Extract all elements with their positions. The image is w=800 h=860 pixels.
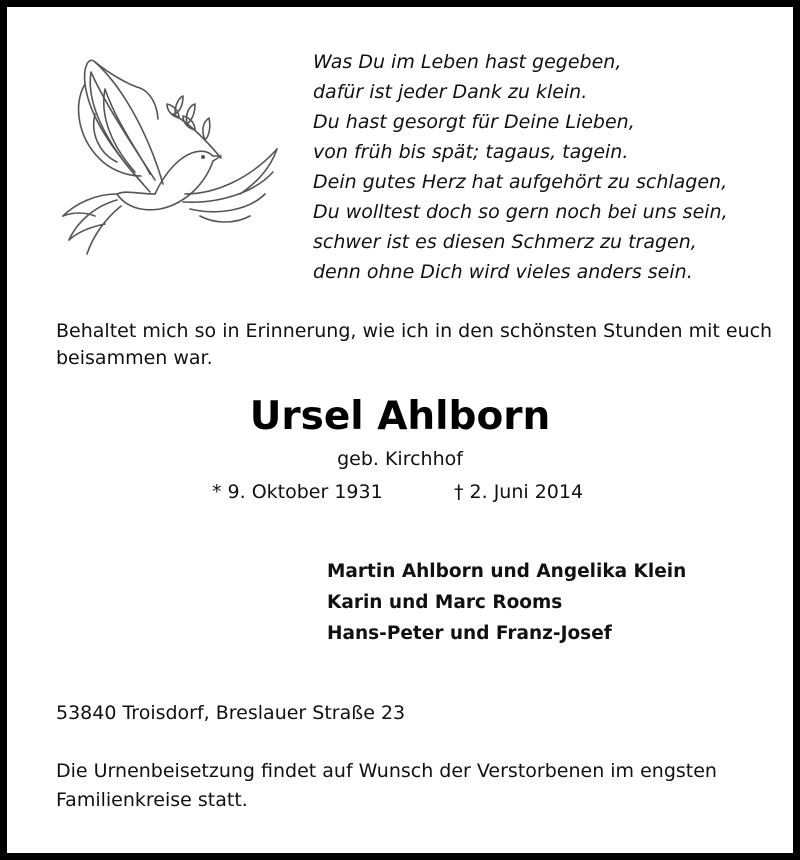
- poem-line: Dein gutes Herz hat aufgehört zu schlagen,: [313, 171, 728, 193]
- mourner-entry: Hans-Peter und Franz-Josef: [327, 623, 612, 644]
- poem-line: Du hast gesorgt für Deine Lieben,: [313, 111, 635, 133]
- mourners-list: [327, 556, 767, 649]
- deceased-name: Ursel Ahlborn: [249, 394, 551, 439]
- poem-line: denn ohne Dich wird vieles anders sein.: [313, 261, 693, 283]
- burial-notice: Die Urnenbeisetzung findet auf Wunsch der Verstorbenen im engsten Familienkreise statt.: [56, 760, 717, 811]
- poem-line: schwer ist es diesen Schmerz zu tragen,: [313, 231, 697, 253]
- poem-line: Du wolltest doch so gern noch bei uns sein,: [313, 201, 728, 223]
- poem-line: dafür ist jeder Dank zu klein.: [313, 81, 588, 103]
- poem: [313, 47, 783, 287]
- poem-line: von früh bis spät; tagaus, tagein.: [313, 141, 629, 163]
- address: 53840 Troisdorf, Breslauer Straße 23: [56, 702, 406, 724]
- mourner-entry: Karin und Marc Rooms: [327, 592, 563, 613]
- birth-date: * 9. Oktober 1931: [212, 481, 383, 503]
- intro-text: Behaltet mich so in Erinnerung, wie ich in den schönsten Stunden mit euch beisammen war.: [56, 320, 773, 369]
- poem-line: Was Du im Leben hast gegeben,: [313, 51, 622, 73]
- mourner-entry: Martin Ahlborn und Angelika Klein: [327, 561, 687, 582]
- dove-with-olive-branch-icon: [55, 44, 285, 264]
- death-date: † 2. Juni 2014: [454, 481, 584, 503]
- maiden-name: geb. Kirchhof: [337, 448, 463, 470]
